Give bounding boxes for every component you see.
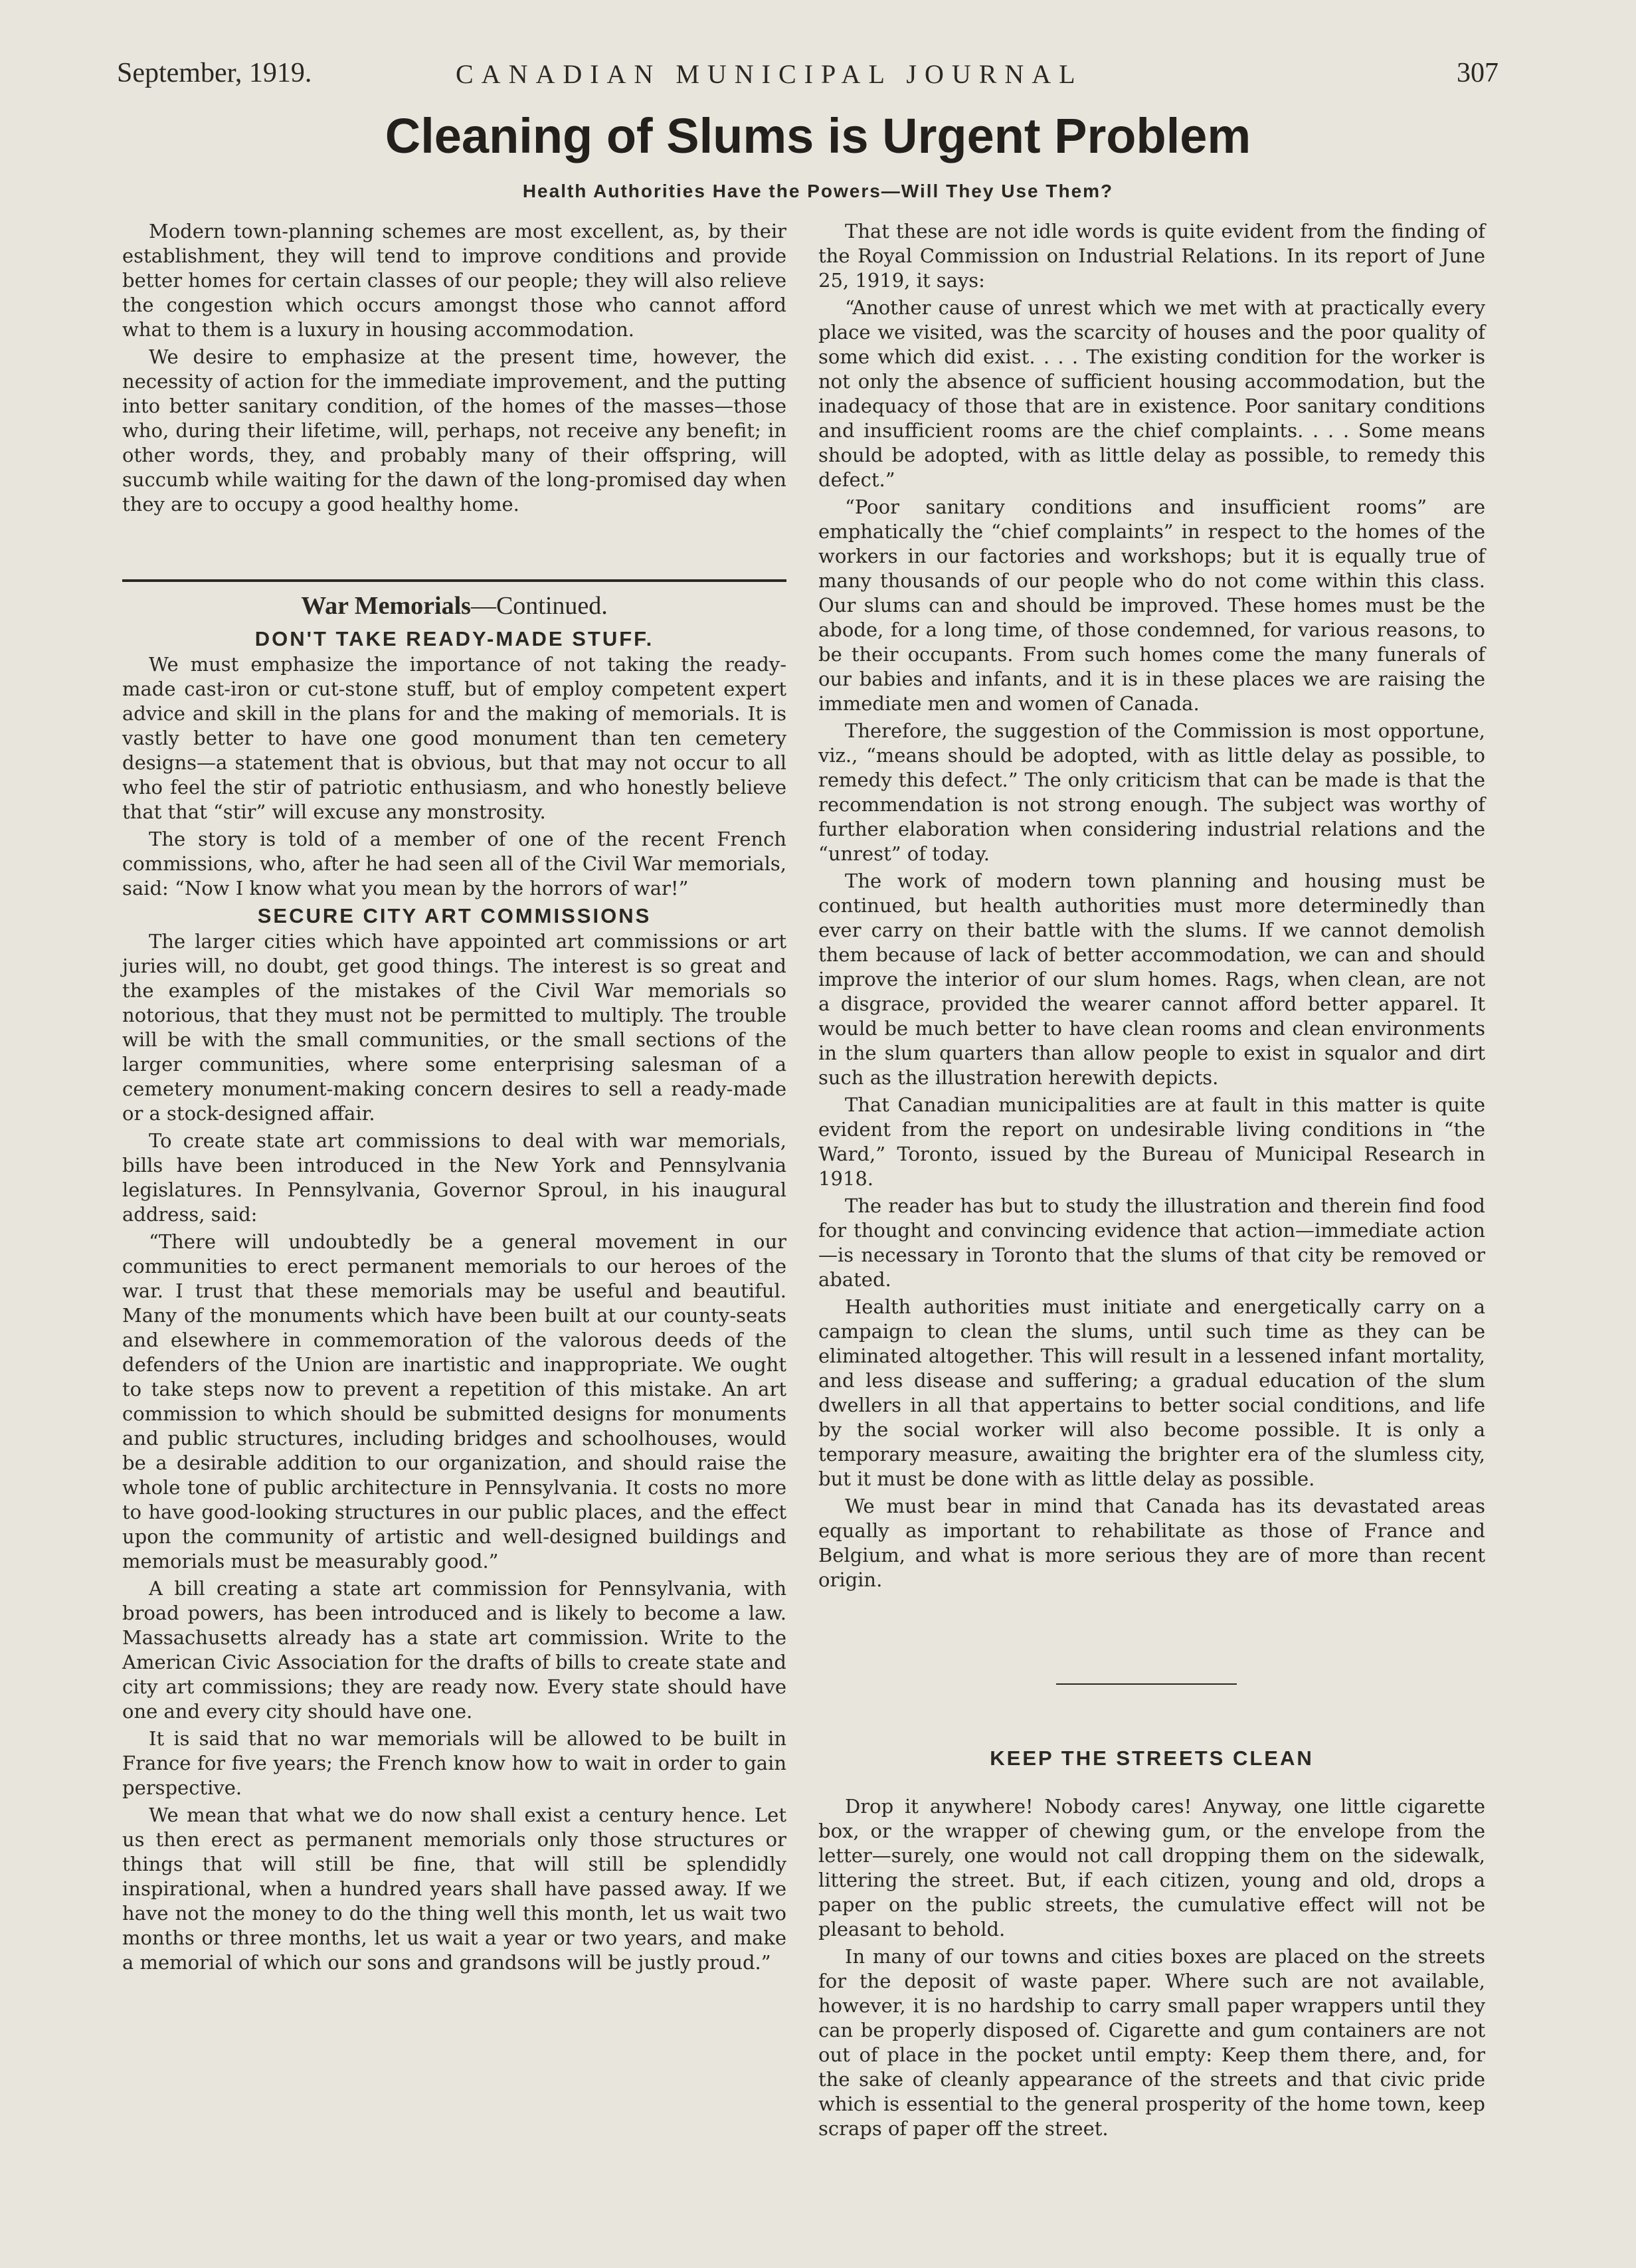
war-memorials-title-main: War Memorials <box>301 592 471 620</box>
paragraph: The reader has but to study the illustration and therein find food for thought and convincing evidence that action—immediate action—is necessary in Toronto that the slums of that city be removed or abated. <box>818 1194 1485 1291</box>
keep-streets-heading: KEEP THE STREETS CLEAN <box>990 1747 1314 1770</box>
running-head <box>117 57 1499 97</box>
section-heading: DON'T TAKE READY-MADE STUFF. <box>254 627 654 650</box>
paragraph: “Another cause of unrest which we met with at practically every place we visited, was the scarcity of houses and the poor quality of some which did exist. . . . The existing condition for the worker is not only the absence of sufficient housing accommodation, but the inadequacy of those that are in existence. Poor sanitary conditions and insufficient rooms are the chief complaints. . . . Some means should be adopted, with as little delay as possible, to remedy this defect.” <box>818 296 1485 491</box>
paragraph: That Canadian municipalities are at fault in this matter is quite evident from the report on undesirable living conditions in “the Ward,” Toronto, issued by the Bureau of Municipal Research in 1918. <box>818 1093 1485 1190</box>
section-heading: SECURE CITY ART COMMISSIONS <box>257 904 652 927</box>
paragraph: We must emphasize the importance of not taking the ready-made cast-iron or cut-stone stuff, but of employ competent expert advice and skill in the plans for and the making of memorials. It is vastly better to have one good monument than ten cemetery designs—a statement that is obvious, but that may not occur to all who feel the stir of patriotic enthusiasm, and who honestly believe that that “stir” will excuse any monstrosity. <box>122 653 786 823</box>
paragraph: Modern town-planning schemes are most excellent, as, by their establishment, they will tend to improve conditions and provide better homes for certain classes of our people; they will also relieve the congestion which occurs amongst those who cannot afford what to them is a luxury in housing accommodation. <box>122 220 786 341</box>
slums-article-left <box>122 219 786 520</box>
paragraph: To create state art commissions to deal with war memorials, bills have been introduced in the New York and Pennsylvania legislatures. In Pennsylvania, Governor Sproul, in his inaugural address, said: <box>122 1129 786 1226</box>
paragraph: That these are not idle words is quite evident from the finding of the Royal Commission on Industrial Relations. In its report of June 25, 1919, it says: <box>818 220 1485 292</box>
paragraph: In many of our towns and cities boxes are placed on the streets for the deposit of waste paper. Where such are not available, however, it is no hardship to carry small paper wrappers until they can be properly disposed of. Cigarette and gum containers are not out of place in the pocket until empty: Keep them there, and, for the sake of cleanly appearance of the streets and that civic pride which is essential to the general prosperity of the home town, keep scraps of paper off the street. <box>818 1945 1485 2140</box>
paragraph: We desire to emphasize at the present time, however, the necessity of action for the immediate improvement, and the putting into better sanitary condition, of the homes of the masses—those who, during their lifetime, will, perhaps, not receive any benefit; in other words, they, and probably many of their offspring, will succumb while waiting for the dawn of the long-promised day when they are to occupy a good healthy home. <box>122 345 786 516</box>
keep-streets-clean-section <box>818 1746 1485 2144</box>
war-memorials-section <box>122 587 786 1978</box>
war-memorials-title-continued: —Continued. <box>470 592 608 620</box>
war-memorials-title <box>122 594 786 618</box>
page-number: 307 <box>1457 58 1499 88</box>
journal-name: CANADIAN MUNICIPAL JOURNAL <box>456 59 1083 89</box>
paragraph: We must bear in mind that Canada has its devastated areas equally as important to rehabilitate as those of France and Belgium, and what is more serious they are of more than recent origin. <box>818 1495 1485 1591</box>
column-divider-rule <box>122 579 786 582</box>
paragraph: Drop it anywhere! Nobody cares! Anyway, one little cigarette box, or the wrapper of chewing gum, or the envelope from the letter—surely, one would not call dropping them on the sidewalk, littering the street. But, if each citizen, young and old, drops a paper on the public streets, the cumulative effect will not be pleasant to behold. <box>818 1795 1485 1940</box>
paragraph: Therefore, the suggestion of the Commission is most opportune, viz., “means should be adopted, with as little delay as possible, to remedy this defect.” The only criticism that can be made is that the recommendation is not strong enough. The subject was worthy of further elaboration when considering industrial relations and the “unrest” of today. <box>818 719 1485 865</box>
section-divider-rule <box>1056 1683 1237 1685</box>
paragraph: The larger cities which have appointed art commissions or art juries will, no doubt, get good things. The interest is so great and the examples of the mistakes of the Civil War memorials so notorious, that they must not be permitted to multiply. The trouble will be with the small communities, or the small sections of the larger communities, where some enterprising salesman of a cemetery monument-making concern desires to sell a ready-made or a stock-designed affair. <box>122 930 786 1125</box>
article-subtitle: Health Authorities Have the Powers—Will They Use Them? <box>522 181 1114 201</box>
paragraph: The work of modern town planning and housing must be continued, but health authorities must more determinedly than ever carry on their battle with the slums. If we cannot demolish them because of lack of better accommodation, we can and should improve the interior of our slum homes. Rags, when clean, are not a disgrace, provided the wearer cannot afford better apparel. It would be much better to have clean rooms and clean environments in the slum quarters than allow people to exist in squalor and dirt such as the illustration herewith depicts. <box>818 870 1485 1089</box>
paragraph: The story is told of a member of one of the recent French commissions, who, after he had seen all of the Civil War memorials, said: “Now I know what you mean by the horrors of war!” <box>122 828 786 899</box>
issue-date: September, 1919. <box>117 58 312 88</box>
article-title: Cleaning of Slums is Urgent Problem <box>385 108 1251 163</box>
paragraph: It is said that no war memorials will be allowed to be built in France for five years; the French know how to wait in order to gain perspective. <box>122 1727 786 1799</box>
slums-article-right <box>818 219 1485 1595</box>
quotation-paragraph: “There will undoubtedly be a general movement in our communities to erect permanent memorials to our heroes of the war. I trust that these memorials may be useful and beautiful. Many of the monuments which have been built at our county-seats and elsewhere in commemoration of the valorous deeds of the defenders of the Union are inartistic and inappropriate. We ought to take steps now to prevent a repetition of this mistake. An art commission to which should be submitted designs for monuments and public structures, including bridges and schoolhouses, would be a desirable addition to our organization, and should raise the whole tone of public architecture in Pennsylvania. It costs no more to have good-looking structures in our public places, and the effect upon the community of artistic and well-designed buildings and memorials must be measurably good.” <box>122 1230 786 1572</box>
paragraph: A bill creating a state art commission for Pennsylvania, with broad powers, has been introduced and is likely to become a law. Massachusetts already has a state art commission. Write to the American Civic Association for the drafts of bills to create state and city art commissions; they are ready now. Every state should have one and every city should have one. <box>122 1577 786 1723</box>
paragraph: We mean that what we do now shall exist a century hence. Let us then erect as permanent memorials only those structures or things that will still be fine, that will still be splendidly inspirational, when a hundred years shall have passed away. If we have not the money to do the thing well this month, let us wait two months or three months, let us wait a year or two years, and make a memorial of which our sons and grandsons will be justly proud.” <box>122 1804 786 1974</box>
paragraph: “Poor sanitary conditions and insufficient rooms” are emphatically the “chief complaints” in respect to the homes of the workers in our factories and workshops; but it is equally true of many thousands of our people who do not come within this class. Our slums can and should be improved. These homes must be the abode, for a long time, of those condemned, for various reasons, to be their occupants. From such homes come the many funerals of our babies and infants, and it is in these places we are raising the immediate men and women of Canada. <box>818 496 1485 715</box>
paragraph: Health authorities must initiate and energetically carry on a campaign to clean the slums, until such time as they can be eliminated altogether. This will result in a lessened infant mortality, and less disease and suffering; a gradual education of the slum dwellers in all that appertains to better social conditions, and life by the social worker will also become possible. It is only a temporary measure, awaiting the brighter era of the slumless city, but it must be done with as little delay as possible. <box>818 1295 1485 1490</box>
